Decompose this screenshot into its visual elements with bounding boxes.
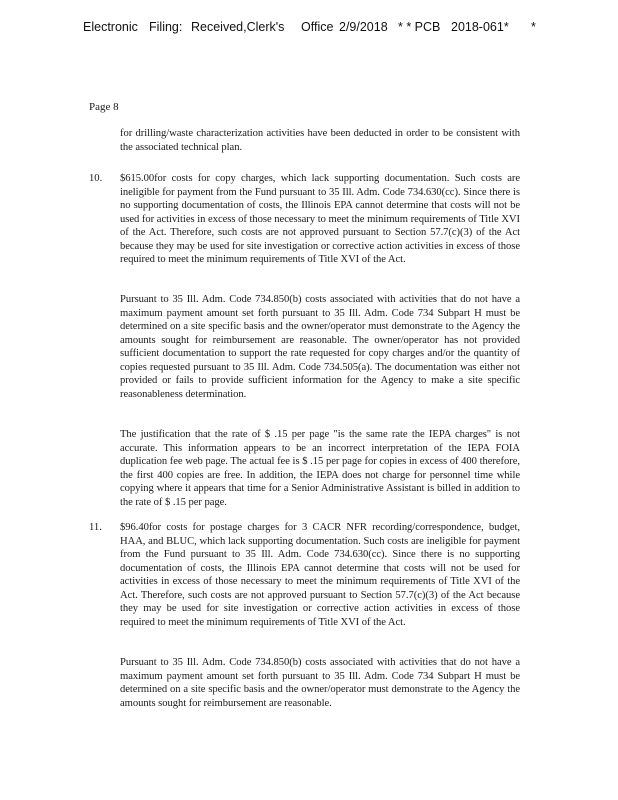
- item-10-rate-paragraph: Pursuant to 35 Ill. Adm. Code 734.850(b) costs associated with activities that do not have a maximum payment amount set forth pursuant to 35 Ill. Adm. Code 734 Subpart H must be determined on a site specific basis and the owner/operator must demonstrate to the Agency the amounts sought for reimbursement are reasonable. The owner/operator has not provided sufficient documentation to support the rate requested for copy charges and/or the quantity of copies requested pursuant to 35 Ill. Adm. Code 734.505(a). The documentation was either not provided or fails to provide sufficient information for the Agency to make a site specific reasonableness determination.: [120, 294, 520, 400]
- header-office: Office: [301, 20, 334, 34]
- header-marker: * * PCB: [398, 20, 441, 34]
- header-docket: 2018-061*: [451, 20, 509, 34]
- item-10-number: 10.: [89, 173, 103, 184]
- item-10-paragraph: $615.00for costs for copy charges, which lack supporting documentation. Such costs are ineligible for payment from the Fund pursuant to 35 Ill. Adm. Code 734.630(cc). Since there is no supporting documentation of costs, the Illinois EPA cannot determine that costs will not be used for activities in excess of those necessary to meet the minimum requirements of Title XVI of the Act. Therefore, such costs are not approved pursuant to Section 57.7(c)(3) of the Act because they may be used for site investigation or corrective action activities in excess of those required to meet the minimum requirements of Title XVI of the Act.: [120, 173, 520, 265]
- filing-stamp-header: [0, 20, 618, 40]
- item-11-paragraph: $96.40for costs for postage charges for 3 CACR NFR recording/correspondence, budget, HAA, and BLUC, which lack supporting documentation. Such costs are ineligible for payment from the Fund pursuant to 35 Ill. Adm. Code 734.630(cc). Since there is no supporting documentation of costs, the Illinois EPA cannot determine that costs will not be used for activities in excess of those necessary to meet the minimum requirements of Title XVI of the Act. Therefore, such costs are not approved pursuant to Section 57.7(c)(3) of the Act because they may be used for site investigation or corrective action activities in excess of those required to meet the minimum requirements of Title XVI of the Act.: [120, 522, 520, 628]
- item-11-number: 11.: [89, 522, 102, 533]
- header-electronic: Electronic: [83, 20, 138, 34]
- header-date: 2/9/2018: [339, 20, 388, 34]
- header-filing: Filing:: [149, 20, 183, 34]
- item-10-justification-paragraph: The justification that the rate of $ .15 per page "is the same rate the IEPA charges" is not accurate. This information appears to be an incorrect interpretation of the IEPA FOIA duplication fee web page. The actual fee is $ .15 per page for copies in excess of 400 therefore, the first 400 copies are free. In addition, the IEPA does not charge for personnel time while copying where it appears that time for a Senior Administrative Assistant is billed in addition to the rate of $ .15 per page.: [120, 429, 520, 508]
- header-received: Received,Clerk's: [191, 20, 285, 34]
- continuation-paragraph: for drilling/waste characterization activities have been deducted in order to be consistent with the associated technical plan.: [120, 128, 520, 153]
- page-number: Page 8: [89, 101, 119, 113]
- header-star: *: [531, 20, 536, 34]
- item-11-rate-paragraph: Pursuant to 35 Ill. Adm. Code 734.850(b) costs associated with activities that do not have a maximum payment amount set forth pursuant to 35 Ill. Adm. Code 734 Subpart H must be determined on a site specific basis and the owner/operator must demonstrate to the Agency the amounts sought for reimbursement are reasonable.: [120, 657, 520, 709]
